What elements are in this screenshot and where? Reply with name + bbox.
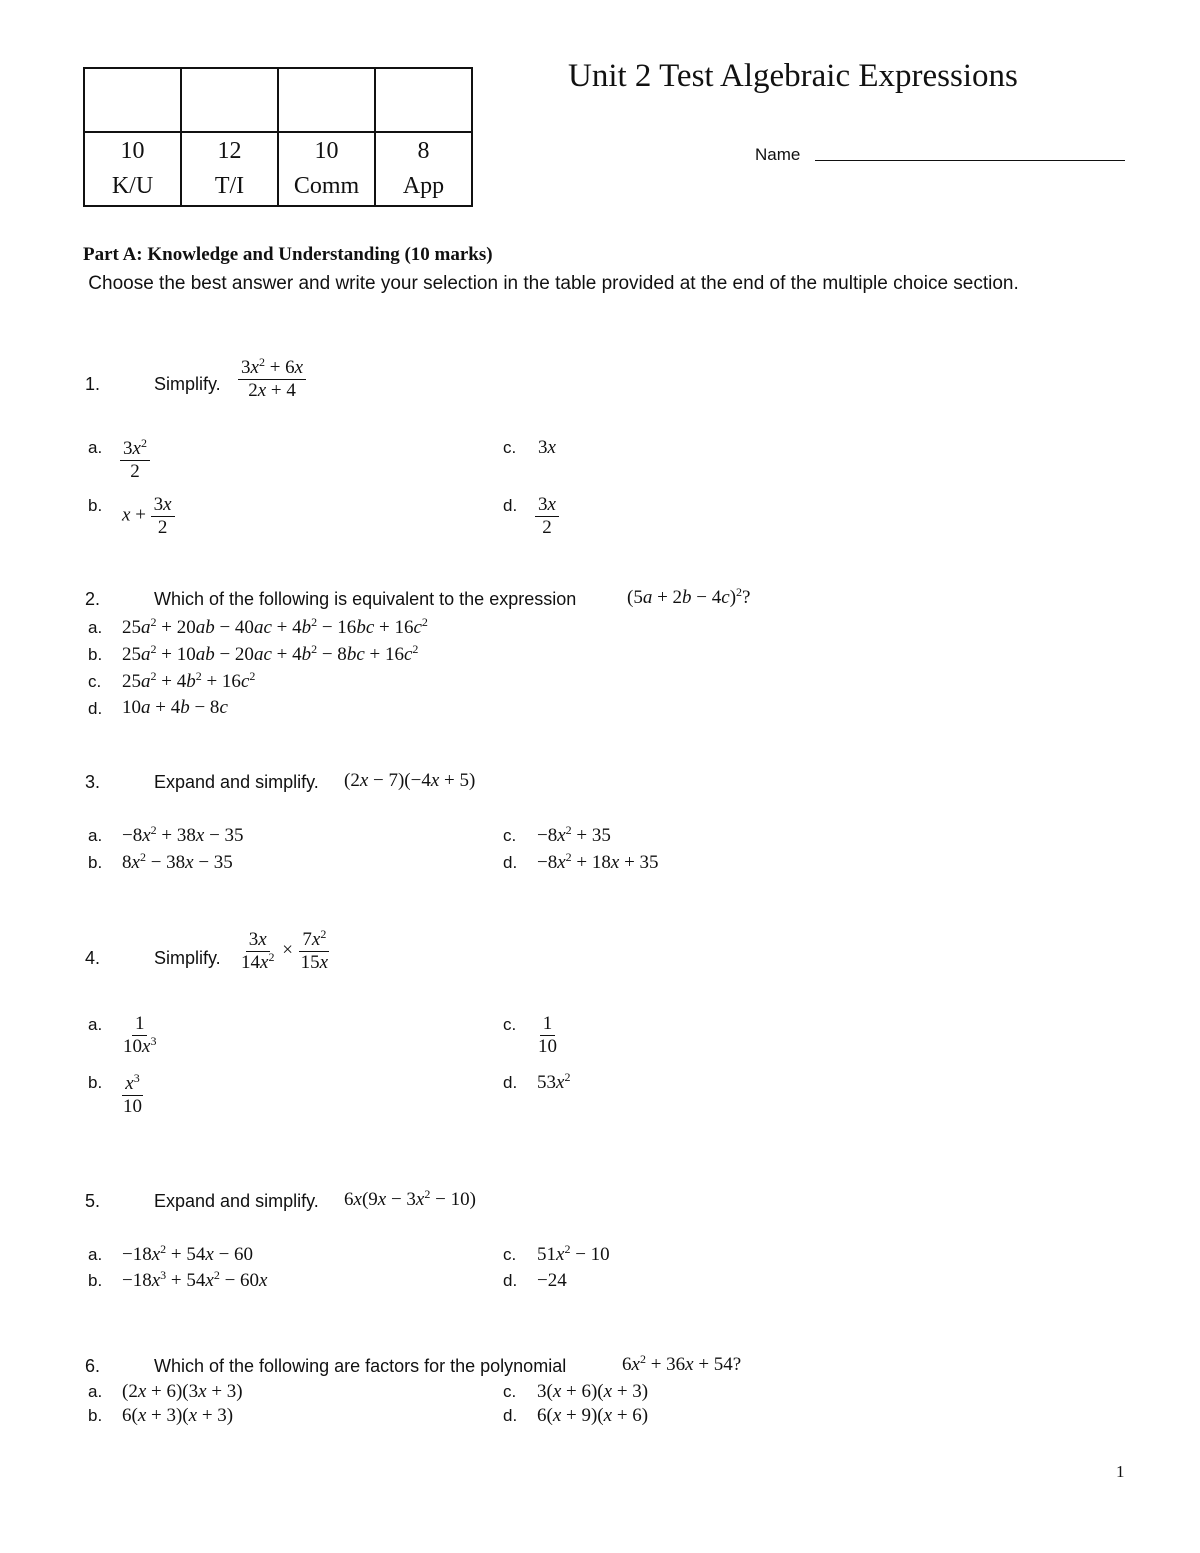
q2-expression: $(5a + 2b - 4c)^2$? (627, 585, 751, 608)
q6-option-c: 3(x + 6)(x + 3) (537, 1381, 649, 1402)
name-line[interactable] (815, 160, 1125, 161)
q1-option-a-letter: a. (88, 438, 103, 457)
marks-table (83, 67, 473, 207)
q5-option-a: $-18x^2 + 54x - 60$ (122, 1242, 254, 1265)
q2-option-d: 10a + 4b − 8c (122, 697, 228, 718)
q1-number: 1. (85, 374, 101, 394)
q4-option-c-letter: c. (503, 1015, 517, 1034)
q4-option-c: $\frac{1}{10}$ (538, 1013, 557, 1057)
q3-option-b: $8x^2 - 38x - 35$ (122, 850, 233, 873)
q2-option-c-letter: c. (88, 672, 102, 691)
q6-prompt: Which of the following are factors for the polynomial (154, 1356, 567, 1376)
q1-option-a: $\frac{3x^2}{2}$ (120, 438, 150, 483)
q5-option-d: −24 (537, 1270, 567, 1291)
q4-option-b-letter: b. (88, 1073, 103, 1092)
q2-option-b-letter: b. (88, 645, 103, 664)
q3-option-c-letter: c. (503, 826, 517, 845)
marks-cell-ti: 12 T/I (181, 132, 278, 206)
q6-option-b: 6(x + 3)(x + 3) (122, 1405, 234, 1426)
q3-number: 3. (85, 772, 101, 792)
name-label: Name (755, 145, 801, 164)
q1-option-d-letter: d. (503, 496, 518, 515)
q3-expression: (2x − 7)(−4x + 5) (344, 770, 476, 791)
q6-option-a: (2x + 6)(3x + 3) (122, 1381, 243, 1402)
q5-prompt: Expand and simplify. (154, 1191, 319, 1211)
score-cell-app (375, 68, 472, 132)
marks-cell-ku: 10 K/U (84, 132, 181, 206)
q3-option-d: $-8x^2 + 18x + 35$ (537, 850, 659, 873)
q4-option-b: $\frac{x^3}{10}$ (123, 1071, 142, 1117)
q3-option-a-letter: a. (88, 826, 103, 845)
q5-option-b: $-18x^3 + 54x^2 - 60x$ (122, 1268, 268, 1291)
q3-option-d-letter: d. (503, 853, 518, 872)
q2-prompt: Which of the following is equivalent to the expression (154, 589, 577, 609)
q6-expression: $6x^2 + 36x + 54$? (622, 1352, 742, 1375)
q6-option-c-letter: c. (503, 1382, 517, 1401)
q3-option-a: $-8x^2 + 38x - 35$ (122, 823, 244, 846)
q5-option-a-letter: a. (88, 1245, 103, 1264)
q1-expression: $\frac{3x^2 + 6x}{2x + 4}$ (238, 357, 306, 402)
q5-option-c: $51x^2 - 10$ (537, 1242, 610, 1265)
q3-option-b-letter: b. (88, 853, 103, 872)
q4-option-a: $\frac{1}{10x^3}$ (123, 1013, 157, 1057)
q1-option-d: $\frac{3x}{2}$ (535, 494, 559, 539)
page-number: 1 (1116, 1462, 1125, 1481)
marks-cell-app: 8 App (375, 132, 472, 206)
score-cell-ku (84, 68, 181, 132)
q6-option-b-letter: b. (88, 1406, 103, 1425)
q2-number: 2. (85, 589, 101, 609)
q5-option-d-letter: d. (503, 1271, 518, 1290)
score-cell-comm (278, 68, 375, 132)
q5-expression: $6x(9x - 3x^2 - 10)$ (344, 1187, 476, 1210)
q2-option-a-letter: a. (88, 618, 103, 637)
q1-option-b: x + $\frac{3x}{2}$ (122, 494, 175, 539)
q4-expression: $\frac{3x}{14x^2}$ × $\frac{7x^2}{15x}$ (241, 927, 329, 973)
q1-option-b-letter: b. (88, 496, 103, 515)
q2-option-d-letter: d. (88, 699, 103, 718)
q4-number: 4. (85, 948, 101, 968)
q3-option-c: $-8x^2 + 35$ (537, 823, 611, 846)
q2-option-a: $25a^2 + 20ab - 40ac + 4b^2 - 16bc + 16c^2$ (122, 615, 428, 638)
part-a-instructions: Choose the best answer and write your selection in the table provided at the end of the multiple choice section. (88, 273, 1019, 294)
q6-option-d: 6(x + 9)(x + 6) (537, 1405, 649, 1426)
q5-number: 5. (85, 1191, 101, 1211)
q5-option-c-letter: c. (503, 1245, 517, 1264)
q3-prompt: Expand and simplify. (154, 772, 319, 792)
q1-option-c: 3x (538, 437, 556, 458)
q2-option-b: $25a^2 + 10ab - 20ac + 4b^2 - 8bc + 16c^2$ (122, 642, 419, 665)
q4-option-d-letter: d. (503, 1073, 518, 1092)
q2-option-c: $25a^2 + 4b^2 + 16c^2$ (122, 669, 256, 692)
q4-option-d: $53x^2$ (537, 1070, 571, 1093)
q6-number: 6. (85, 1356, 101, 1376)
part-a-heading: Part A: Knowledge and Understanding (10 marks) (83, 244, 493, 265)
q4-option-a-letter: a. (88, 1015, 103, 1034)
q5-option-b-letter: b. (88, 1271, 103, 1290)
q1-option-c-letter: c. (503, 438, 517, 457)
q1-prompt: Simplify. (154, 374, 221, 394)
score-cell-ti (181, 68, 278, 132)
q6-option-d-letter: d. (503, 1406, 518, 1425)
q4-prompt: Simplify. (154, 948, 221, 968)
marks-cell-comm: 10 Comm (278, 132, 375, 206)
q6-option-a-letter: a. (88, 1382, 103, 1401)
page-title: Unit 2 Test Algebraic Expressions (568, 58, 1018, 94)
